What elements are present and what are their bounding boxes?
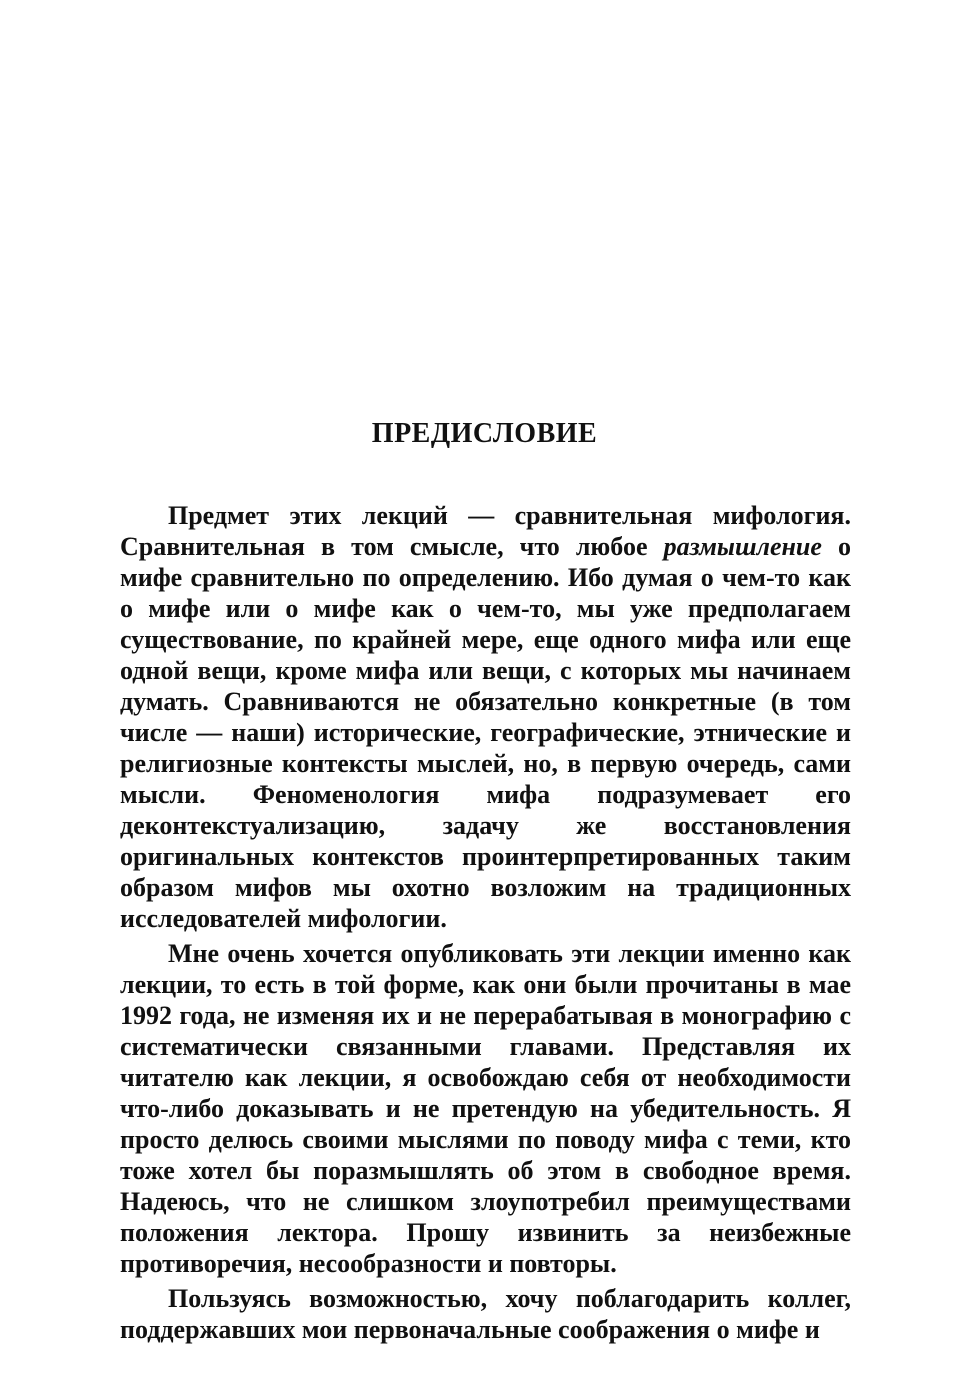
preface-body [120,500,851,1345]
paragraph-1-text-end: о мифе сравнительно по определению. Ибо думая о чем-то как о мифе или о мифе как о чем-то, мы уже предполагаем существование, по крайней мере, еще одного мифа или еще одной вещи, кроме мифа или вещи, с которых мы начинаем думать. Сравниваются не обязательно конкретные (в том числе — наши) исторические, географические, этнические и религиозные контексты мыслей, но, в первую очередь, сами мысли. Феноменология мифа подразумевает его деконтекстуализацию, задачу же восстановления оригинальных контекстов проинтерпретированных таким образом мифов мы охотно возложим на традиционных исследователей мифологии. [120,532,852,933]
paragraph-1-text-start: Предмет этих лекций — сравнительная мифология. Сравнительная в том смысле, что любое [120,501,851,561]
paragraph-1 [120,500,851,934]
paragraph-3: Пользуясь возможностью, хочу поблагодарить коллег, поддержавших мои первоначальные соображения о мифе и [120,1284,851,1344]
page-title: ПРЕДИСЛОВИЕ [371,418,598,449]
paragraph-1-italic-word: размышление [663,532,822,561]
paragraph-2: Мне очень хочется опубликовать эти лекции именно как лекции, то есть в той форме, как они были прочитаны в мае 1992 года, не изменяя их и не перерабатывая в монографию с систематически связанными главами. Представляя их читателю как лекции, я освобождаю себя от необходимости что-либо доказывать и не претендую на убедительность. Я просто делюсь своими мыслями по поводу мифа с теми, кто тоже хотел бы поразмышлять об этом в свободное время. Надеюсь, что не слишком злоупотребил преимуществами положения лектора. Прошу извинить за неизбежные противоречия, несообразности и повторы. [120,939,851,1278]
